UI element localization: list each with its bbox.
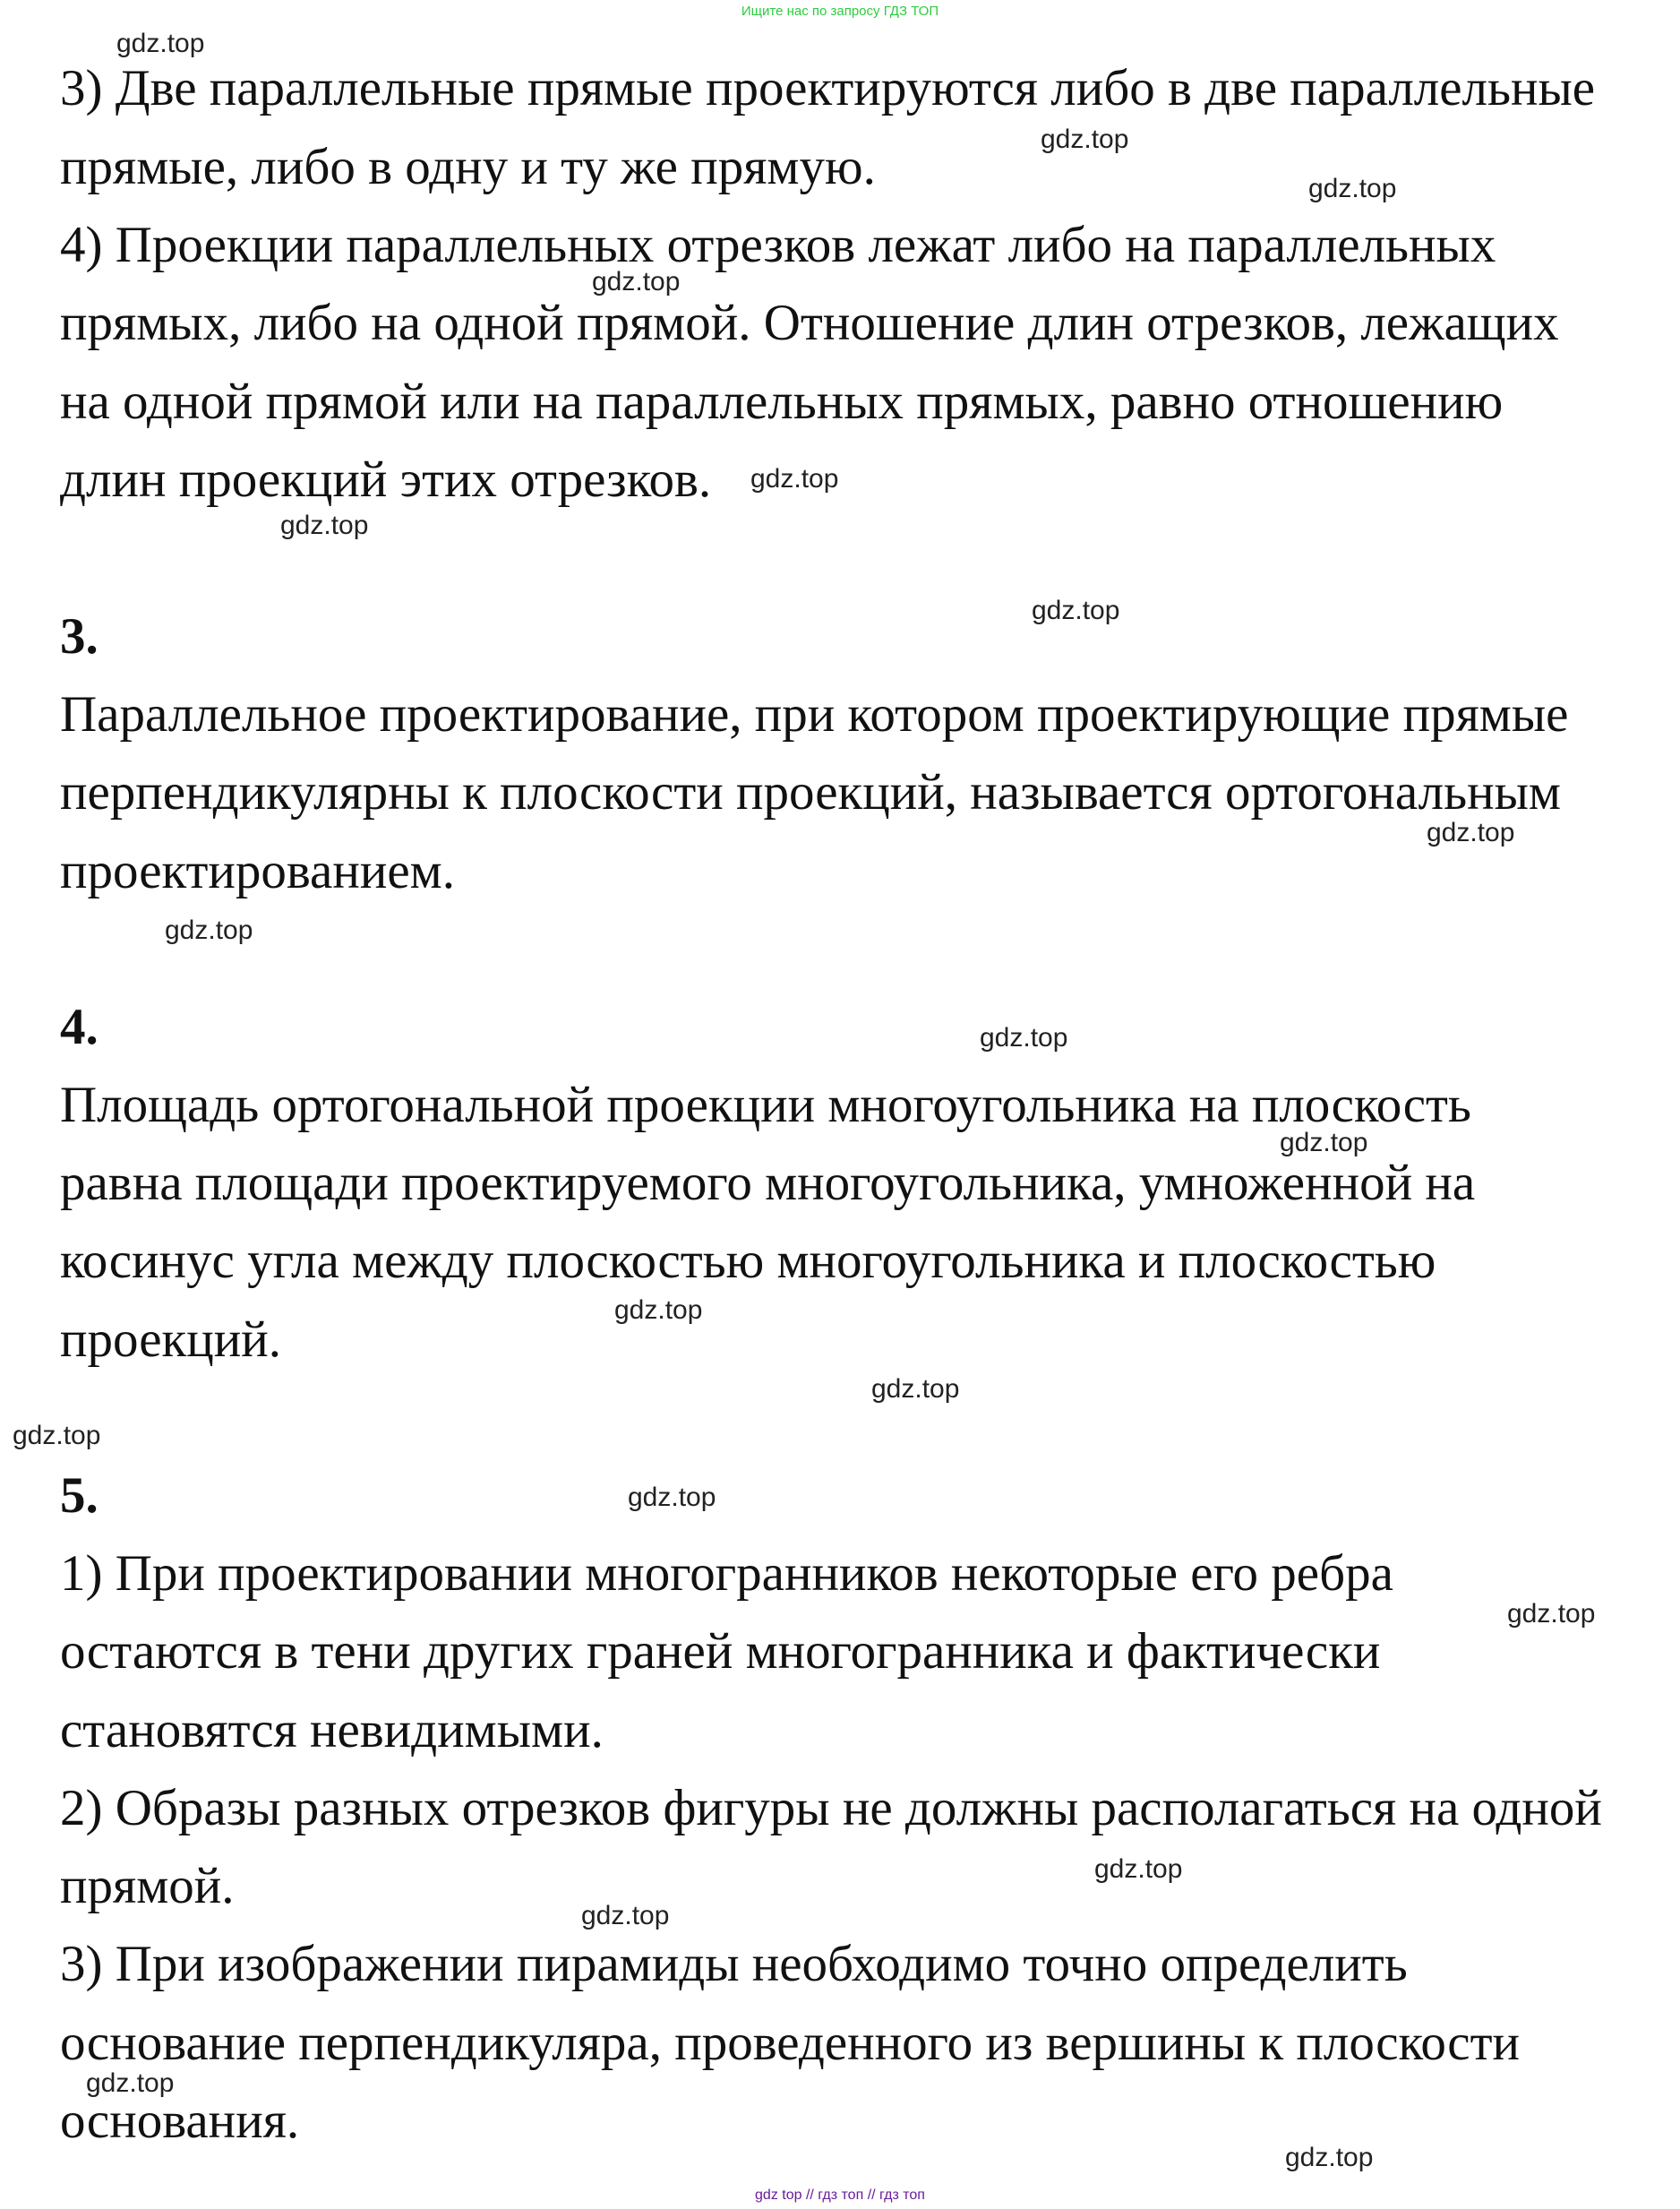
- section-4-line-4: проекций.: [60, 1311, 281, 1368]
- section-4-number: 4.: [60, 999, 99, 1055]
- watermark: gdz.top: [581, 1901, 670, 1930]
- section-5-item-2-line-1: 2) Образы разных отрезков фигуры не должны располагаться на одной: [60, 1780, 1602, 1836]
- watermark: gdz.top: [1041, 125, 1129, 154]
- watermark: gdz.top: [980, 1023, 1068, 1053]
- section-4-line-3: косинус угла между плоскостью многоугольника и плоскостью: [60, 1233, 1436, 1289]
- watermark: gdz.top: [86, 2068, 175, 2098]
- watermark: gdz.top: [592, 267, 681, 297]
- item-4-line-2: прямых, либо на одной прямой. Отношение длин отрезков, лежащих: [60, 295, 1559, 351]
- watermark: gdz.top: [13, 1421, 101, 1450]
- item-3-line-2: прямые, либо в одну и ту же прямую.: [60, 139, 876, 195]
- section-5-item-1-line-2: остаются в тени других граней многогранника и фактически: [60, 1623, 1381, 1680]
- section-4-line-1: Площадь ортогональной проекции многоугольника на плоскость: [60, 1077, 1471, 1133]
- watermark: gdz.top: [871, 1374, 960, 1404]
- watermark: gdz.top: [280, 511, 369, 540]
- watermark: gdz.top: [1032, 596, 1120, 625]
- footer-watermark: gdz top // гдз топ // гдз топ: [755, 2188, 925, 2203]
- watermark: gdz.top: [750, 464, 839, 494]
- watermark: gdz.top: [1427, 818, 1515, 847]
- section-5-item-3-line-2: основание перпендикуляра, проведенного из вершины к плоскости: [60, 2015, 1520, 2071]
- watermark: gdz.top: [1507, 1599, 1596, 1629]
- section-5-item-3-line-1: 3) При изображении пирамиды необходимо точно определить: [60, 1936, 1408, 1992]
- section-3-line-1: Параллельное проектирование, при котором проектирующие прямые: [60, 686, 1569, 743]
- section-5-item-3-line-3: основания.: [60, 2093, 300, 2149]
- watermark: gdz.top: [1285, 2143, 1374, 2172]
- section-3-line-2: перпендикулярны к плоскости проекций, называется ортогональным: [60, 764, 1561, 821]
- section-3-line-3: проектированием.: [60, 843, 455, 899]
- section-5-item-1-line-3: становятся невидимыми.: [60, 1702, 604, 1758]
- section-5-item-2-line-2: прямой.: [60, 1858, 235, 1914]
- item-4-line-1: 4) Проекции параллельных отрезков лежат либо на параллельных: [60, 217, 1496, 273]
- watermark: gdz.top: [116, 29, 205, 58]
- watermark: gdz.top: [1280, 1128, 1368, 1157]
- watermark: gdz.top: [628, 1483, 716, 1512]
- section-3-number: 3.: [60, 608, 99, 665]
- watermark: gdz.top: [614, 1295, 703, 1325]
- watermark: gdz.top: [1094, 1854, 1183, 1884]
- item-4-line-4: длин проекций этих отрезков.: [60, 451, 712, 508]
- search-banner: Ищите нас по запросу ГДЗ ТОП: [741, 4, 939, 19]
- watermark: gdz.top: [165, 915, 253, 945]
- section-5-item-1-line-1: 1) При проектировании многогранников некоторые его ребра: [60, 1545, 1393, 1602]
- section-5-number: 5.: [60, 1467, 99, 1524]
- section-4-line-2: равна площади проектируемого многоугольника, умноженной на: [60, 1155, 1476, 1211]
- watermark: gdz.top: [1308, 174, 1397, 203]
- item-4-line-3: на одной прямой или на параллельных прямых, равно отношению: [60, 374, 1504, 430]
- item-3-line-1: 3) Две параллельные прямые проектируются либо в две параллельные: [60, 60, 1596, 116]
